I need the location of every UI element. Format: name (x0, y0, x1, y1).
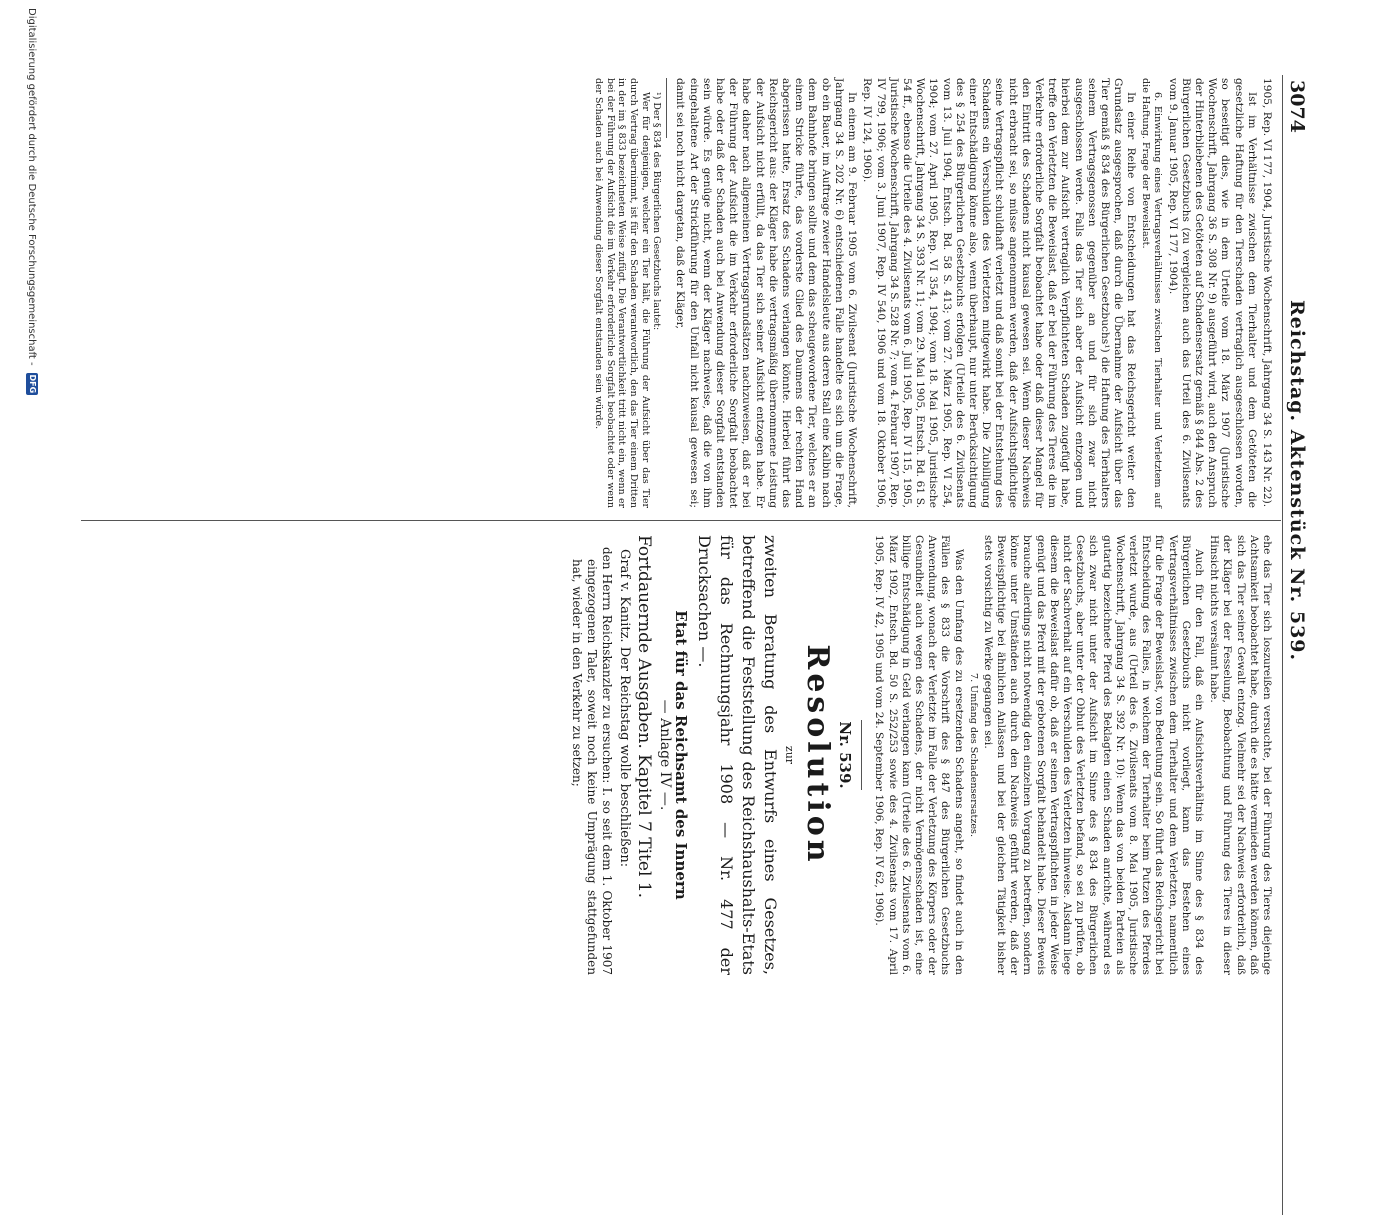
paragraph: 1905, Rep. VI 177, 1904, Juristische Wochenschrift, Jahrgang 34 S. 143 Nr. 22). (1261, 78, 1273, 508)
paragraph: Was den Umfang des zu ersetzenden Schadens angeht, so findet auch in den Fällen des § 833 die Vorschrift des § 847 des Bürgerlichen Gesetzbuchs Anwendung, wonach der Verletzte im Falle der Verletzung des Körpers oder der Gesundheit auch wegen des Schadens, der nicht Vermögensschaden ist, eine billige Entschädigung in Geld verlangen kann (Urteile des 6. Zivilsenats vom 6. März 1902, Entsch. Bd. 50 S. 252/253 sowie des 4. Zivilsenats vom 17. April 1905, Rep. IV 42, 1905 und vom 24. September 1906, Rep. IV 62, 1906). (873, 535, 965, 975)
header-rule (1282, 75, 1283, 1215)
resolution-subject: zweiten Beratung des Entwurfs eines Gesetzes, betreffend die Feststellung des Reichshaushalts-Etats für das Rechnungsjahr 1908 — Nr. 477 der Drucksachen —. (694, 535, 780, 975)
footnote-intro: ¹) Der § 834 des Bürgerlichen Gesetzbuchs lautet: (651, 92, 663, 331)
resolution-zur: zur (782, 745, 796, 765)
document-number: Nr. 539. (836, 721, 855, 789)
paragraph: In einem am 9. Februar 1905 vom 6. Zivilsenat (Juristische Wochenschrift, Jahrgang 34 S. 202 Nr. 6) entschiedenen Falle handelte es sich um die Frage, ob ein Bauer, im Auftrage zweier Handelsleute aus deren Stall eine Kalbin nach dem Bahnhofe bringen sollte und dem das scheugewordene Tier, welches er an einem Stricke führte, das vorderste Glied des Daumens der rechten Hand abgerissen hatte, Ersatz des Schadens verlangen könnte. Hierbei führt das Reichsgericht aus: der Kläger habe die vertragsmäßig übernommene Leistung der Aufsicht nicht erfüllt, da das Tier sich seiner Aufsicht entzogen habe. Er habe daher nach allgemeinen Vertragsgrundsätzen nachzuweisen, daß er bei der Führung der Aufsicht die im Verkehr erforderliche Sorgfalt beobachtet habe oder daß der Schaden auch bei Anwendung dieser Sorgfalt entstanden sein würde. Es genüge nicht, wenn der Kläger nachweise, daß die von ihm eingehaltene Art der Strickführung für den Unfall nicht kausal gewesen sei; damit sei noch nicht dargetan, daß der Kläger, (674, 78, 859, 508)
dfg-logo: DFG (28, 374, 37, 394)
paragraph: Auch für den Fall, daß ein Aufsichtsverhältnis im Sinne des § 834 des Bürgerlichen Gesetzbuchs nicht vorliegt, kann das Bestehen eines Vertragsverhältnisses zwischen dem Tierhalter und dem Verletzten, namentlich für die Frage der Beweislast, von Bedeutung sein. So führt das Reichsgericht bei Entscheidung des Falles, in welchem der Tierhalter beim Putzen des Pferdes verletzt wurde, aus (Urteil des 6. Zivilsenats vom 8. Mai 1905, Juristische Wochenschrift, Jahrgang 34 S. 392 Nr. 10): Wenn das von beiden Parteien als gutartig bezeichnete Pferd des Beklagten einen Schaden anrichte, während es sich zwar nicht unter der Aufsicht im Sinne des § 834 des Bürgerlichen Gesetzbuchs, aber unter der Obhut des Verletzten befand, so sei zu prüfen, ob nicht der Sachverhalt auf ein Verschulden des Verletzten hinweise. Alsdann liege diesem die Beweislast dafür ob, daß er seinen Vertragspflichten in jeder Weise genügt und das Pferd mit der gebotenen Sorgfalt behandelt habe. Dieser Beweis brauche allerdings nicht notwendig den einzelnen Vorgang zu betreffen, sondern könne unter Umständen auch durch den Nachweis geführt werden, daß der Beweispflichtige bei ähnlichen Anlässen und bei der gleichen Tätigkeit bisher stets vorsichtig zu Werke gegangen sei. (981, 535, 1205, 975)
ausgaben-heading: Fortdauernde Ausgaben. Kapitel 7 Titel 1. (634, 535, 655, 899)
footnote-text: Wer für denjenigen, welcher ein Tier hält, die Führung der Aufsicht über das Tier durch Vertrag übernimmt, ist für den Schaden verantwortlich, den das Tier einem Dritten in der im § 833 bezeichneten Weise zufügt. Die Verantwortlichkeit tritt nicht ein, wenn er bei der Führung der Aufsicht die im Verkehr erforderliche Sorgfalt beobachtet oder wenn der Schaden auch bei Anwendung dieser Sorgfalt entstanden sein würde. (593, 78, 651, 508)
resolution-mover: Graf v. Kanitz. Der Reichstag wolle beschließen: (617, 549, 633, 868)
page-number: 3074 (1286, 80, 1308, 133)
separator-rule (861, 720, 862, 790)
resolution-title: Resolution (799, 644, 835, 866)
paragraph: In einer Reihe von Entscheidungen hat das Reichsgericht weiter den Grundsatz ausgesprochen, daß durch die Übernahme der Aufsicht über das Tier gemäß § 834 des Bürgerlichen Gesetzbuchs¹) die Haftung des Tierhalters seinem Vertragsgenossen gegenüber an und für sich zwar nicht ausgeschlossen werde. Falls das Tier sich aber der Aufsicht entzogen und hierbei dem zur Aufsicht vertraglich Verpflichteten Schaden zugefügt habe, treffe den Verletzten die Beweislast, daß er bei der Führung des Tieres die im Verkehre erforderliche Sorgfalt beobachtet habe oder daß dieser Mangel für den Eintritt des Schadens nicht kausal gewesen sei. Wenn dieser Nachweis nicht erbracht sei, so müsse angenommen werden, daß der Aufsichtspflichtige seine Vertragspflicht schuldhaft verletzt und daß somit bei der Entstehung des Schadens ein Verschulden des Verletzten mitgewirkt habe. Die Zubilligung einer Entschädigung könne also, wenn überhaupt, nur unter Berücksichtigung des § 254 des Bürgerlichen Gesetzbuchs erfolgen (Urteile des 6. Zivilsenats vom 13. Juli 1904, Entsch. Bd. 58 S. 413; vom 27. März 1905, Rep. VI 254, 1904; vom 27. April 1905, Rep. VI 354, 1904; vom 18. Mai 1905, Juristische Wochenschrift, Jahrgang 34 S. 393 Nr. 11; vom 29. Mai 1905, Entsch. Bd. 61 S. 54 ff., ebenso die Urteile des 4. Zivilsenats vom 6. Juli 1905, Rep. IV 115, 1905, Juristische Wochenschrift, Jahrgang 34 S. 528 Nr. 7; vom 4. Februar 1907, Rep. IV 799, 1906; vom 3. Juni 1907, Rep. IV 540, 1906 und vom 18. Oktober 1906, Rep. IV 124, 1906). (861, 78, 1138, 508)
anlage-label: — Anlage IV —. (657, 699, 674, 811)
running-title: Reichstag. Aktenstück Nr. 539. (1286, 300, 1308, 662)
digitization-note (26, 0, 38, 1000)
paragraph: ehe das Tier sich loszureißen versuchte, bei der Führung des Tieres diejenige Achtsamkeit beobachtet habe, durch die es hätte vermieden werden können, daß sich das Tier seiner Gewalt entzog. Vielmehr sei der Nachweis erforderlich, daß der Kläger bei der Fesselung, Beobachtung und Führung des Tieres in dieser Hinsicht nichts versäumt habe. (1208, 535, 1273, 975)
right-column (569, 535, 1273, 975)
footnote (593, 78, 663, 508)
paragraph: Ist im Verhältnisse zwischen dem Tierhalter und dem Getöteten die gesetzliche Haftung für den Tierschaden vertraglich ausgeschlossen worden, so beseitigt dies, wie in dem Urteile vom 18. März 1907 (Juristische Wochenschrift, Jahrgang 36 S. 308 Nr. 9) ausgeführt wird, auch den Anspruch der Hinterbliebenen des Getöteten auf Schadensersatz gemäß § 844 Abs. 2 des Bürgerlichen Gesetzbuchs (zu vergleichen auch das Urteil des 6. Zivilsenats vom 9. Januar 1905, Rep. VI 177, 1904). (1166, 78, 1258, 508)
left-column (593, 78, 1273, 508)
resolution-item: den Herrn Reichskanzler zu ersuchen: I. so seit dem 1. Oktober 1907 eingezogenen Taler, soweit noch keine Umprägung stattgefunden hat, wieder in den Verkehr zu setzen; (569, 547, 614, 975)
digitization-note-text: Digitalisierung gefördert durch die Deutsche Forschungsgemeinschaft - (26, 8, 37, 366)
column-divider (81, 520, 1281, 521)
section-heading: 6. Einwirkung eines Vertragsverhältnisses zwischen Tierhalter und Verletztem auf die Haftung. Frage der Beweislast. (1140, 78, 1164, 508)
etat-heading: Etat für das Reichsamt des Innern (671, 610, 690, 900)
section-heading: 7. Umfang des Schadensersatzes. (967, 672, 979, 838)
footnote-rule (666, 78, 667, 138)
